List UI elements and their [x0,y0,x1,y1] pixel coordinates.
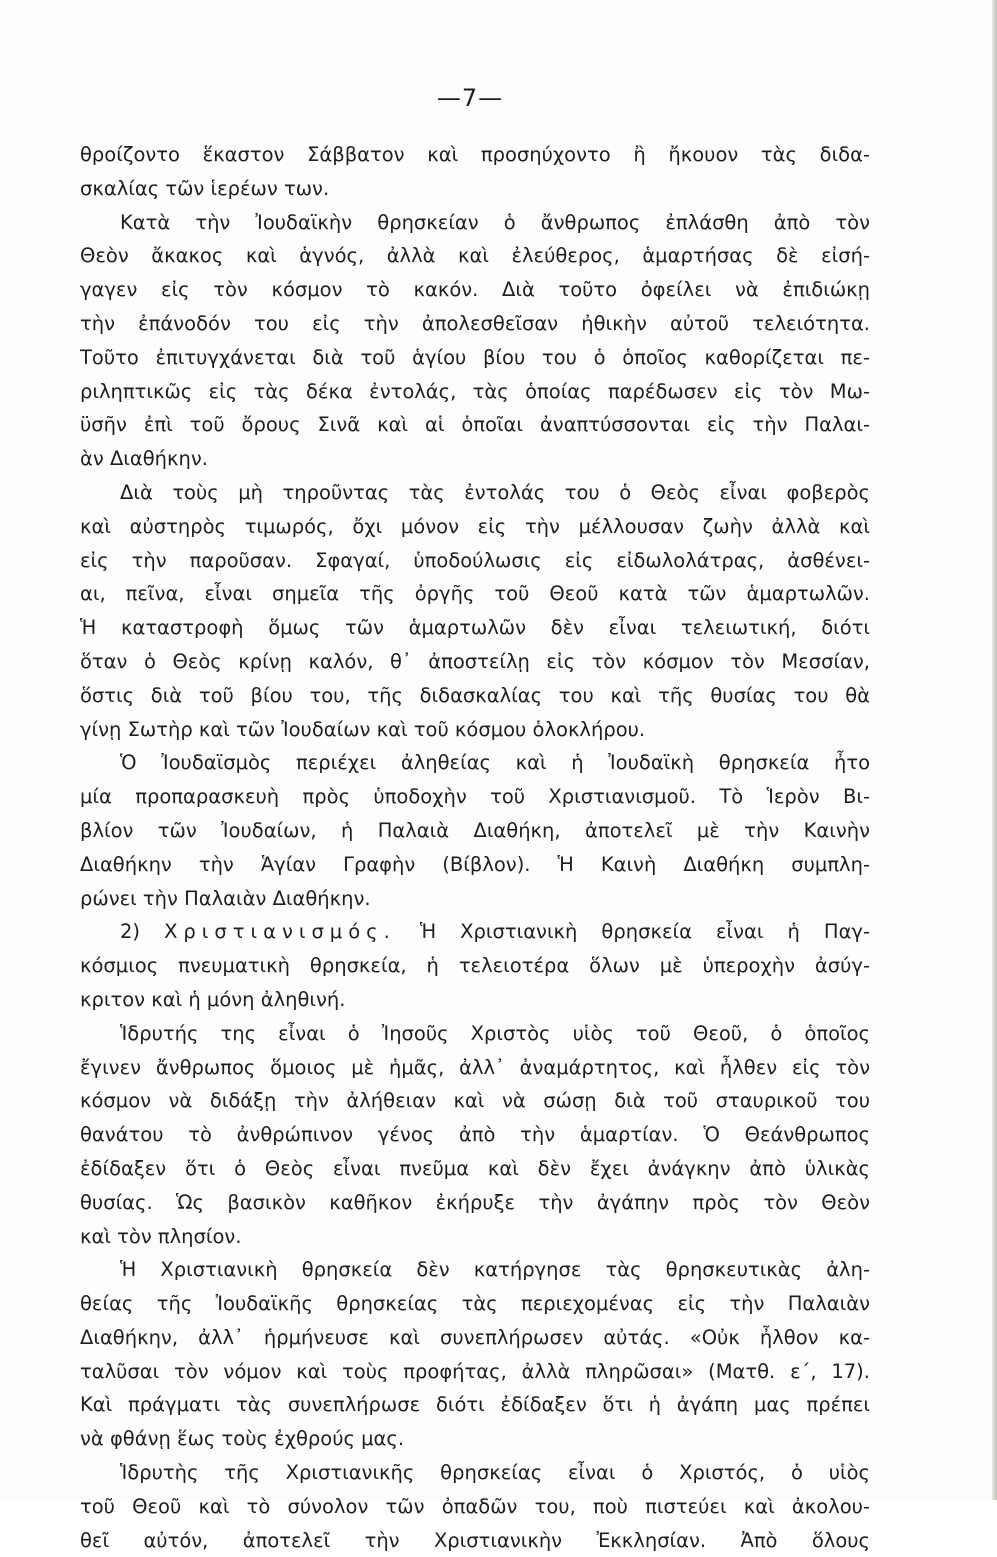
text-line: γίνῃ Σωτὴρ καὶ τῶν Ἰουδαίων καὶ τοῦ κόσμου ὁλοκλήρου. [80,717,646,741]
text-line: Διαθήκην, ἀλλ᾽ ἡρμήνευσε καὶ συνεπλήρωσεν αὐτάς. «Οὐκ ἦλθον κα- [80,1325,870,1349]
text-line: ἐδίδαξεν ὅτι ὁ Θεὸς εἶναι πνεῦμα καὶ δὲν ἔχει ἀνάγκην ἀπὸ ὑλικὰς [80,1156,870,1180]
text-line: ϋσῆν ἐπὶ τοῦ ὄρους Σινᾶ καὶ αἱ ὁποῖαι ἀναπτύσσονται εἰς τὴν Παλαι- [80,413,870,437]
text-line: καὶ αὐστηρὸς τιμωρός, ὄχι μόνον εἰς τὴν μέλλουσαν ζωὴν ἀλλὰ καὶ [80,514,870,538]
section-number: 2) [120,920,141,944]
text-line: ἔγινεν ἄνθρωπος ὅμοιος μὲ ἡμᾶς, ἀλλ᾽ ἀναμάρτητος, καὶ ἦλθεν εἰς τὸν [80,1055,870,1079]
text-line: Θεὸν ἄκακος καὶ ἁγνός, ἀλλὰ καὶ ἐλεύθερος, ἁμαρτήσας δὲ εἰσή- [80,244,870,268]
scan-edge-shadow [992,0,997,1500]
text-line: καὶ τὸν πλησίον. [80,1224,242,1248]
text-line: θείας τῆς Ἰουδαϊκῆς θρησκείας τὰς περιεχομένας εἰς τὴν Παλαιὰν [80,1292,870,1316]
text-line: ὅστις διὰ τοῦ βίου του, τῆς διδασκαλίας του καὶ τῆς θυσίας του θὰ [80,683,870,707]
body-text [80,138,870,1557]
text-line: ὅταν ὁ Θεὸς κρίνῃ καλόν, θ᾽ ἀποστείλῃ εἰς τὸν κόσμον τὸν Μεσσίαν, [80,649,870,673]
text-line: κριτον καὶ ἡ μόνη ἀληθινή. [80,987,346,1011]
text-line: τὴν ἐπάνοδόν του εἰς τὴν ἀπολεσθεῖσαν ἠθικὴν αὐτοῦ τελειότητα. [80,311,870,335]
text-line: σκαλίας τῶν ἱερέων των. [80,176,330,200]
text-line: γαγεν εἰς τὸν κόσμον τὸ κακόν. Διὰ τοῦτο ὀφείλει νὰ ἐπιδιώκῃ [80,278,870,302]
text-line: Κατὰ τὴν Ἰουδαϊκὴν θρησκείαν ὁ ἄνθρωπος ἐπλάσθη ἀπὸ τὸν [120,210,870,234]
page-number: —7— [436,84,504,112]
section-title: Χριστιανισμός. [164,920,396,944]
text-line: Διαθήκην τὴν Ἁγίαν Γραφὴν (Βίβλον). Ἡ Καινὴ Διαθήκη συμπλη- [80,852,870,876]
text-line: ταλῦσαι τὸν νόμον καὶ τοὺς προφήτας, ἀλλὰ πληρῶσαι» (Ματθ. ε΄, 17). [80,1359,870,1383]
text-line: Διὰ τοὺς μὴ τηροῦντας τὰς ἐντολάς του ὁ Θεὸς εἶναι φοβερὸς [120,480,870,504]
text-line: κόσμον νὰ διδάξῃ τὴν ἀλήθειαν καὶ νὰ σώσῃ διὰ τοῦ σταυρικοῦ του [80,1089,870,1113]
text-line: Ἡ καταστροφὴ ὅμως τῶν ἁμαρτωλῶν δὲν εἶναι τελειωτική, διότι [80,616,870,640]
section-heading-line [80,915,870,949]
text-line: Ὁ Ἰουδαϊσμὸς περιέχει ἀληθείας καὶ ἡ Ἰουδαϊκὴ θρησκεία ἦτο [120,751,870,775]
text-line: θεῖ αὐτόν, ἀποτελεῖ τὴν Χριστιανικὴν Ἐκκλησίαν. Ἀπὸ ὅλους [80,1528,870,1552]
text-line: τοῦ Θεοῦ καὶ τὸ σύνολον τῶν ὀπαδῶν του, ποὺ πιστεύει καὶ ἀκολου- [80,1494,870,1518]
text-line: νὰ φθάνῃ ἕως τοὺς ἐχθρούς μας. [80,1427,405,1451]
text-line: ρώνει τὴν Παλαιὰν Διαθήκην. [80,886,371,910]
text-line: μία προπαρασκευὴ πρὸς ὑποδοχὴν τοῦ Χριστιανισμοῦ. Τὸ Ἱερὸν Βι- [80,785,870,809]
text-line: ὰν Διαθήκην. [80,447,208,471]
text-line: Ἡ Χριστιανικὴ θρησκεία δὲν κατήργησε τὰς θρησκευτικὰς ἀλη- [120,1258,870,1282]
text-line: Καὶ πράγματι τὰς συνεπλήρωσε διότι ἐδίδαξεν ὅτι ἡ ἀγάπη μας πρέπει [80,1393,870,1417]
text-line: Τοῦτο ἐπιτυγχάνεται διὰ τοῦ ἁγίου βίου του ὁ ὁποῖος καθορίζεται πε- [80,345,870,369]
text-line: βλίον τῶν Ἰουδαίων, ἡ Παλαιὰ Διαθήκη, ἀποτελεῖ μὲ τὴν Καινὴν [80,818,870,842]
text-line: Ἡ Χριστιανικὴ θρησκεία εἶναι ἡ Παγ- [419,920,870,944]
text-line: θροίζοντο ἕκαστον Σάββατον καὶ προσηύχοντο ἢ ἤκουον τὰς διδα- [80,143,870,166]
text-line: Ἱδρυτὴς τῆς Χριστιανικῆς θρησκείας εἶναι ὁ Χριστός, ὁ υἱὸς [120,1461,870,1485]
text-line: αι, πεῖνα, εἶναι σημεῖα τῆς ὀργῆς τοῦ Θεοῦ κατὰ τῶν ἁμαρτωλῶν. [80,582,870,606]
text-line: κόσμιος πνευματικὴ θρησκεία, ἡ τελειοτέρα ὅλων μὲ ὑπεροχὴν ἀσύγ- [80,954,870,978]
text-line: εἰς τὴν παροῦσαν. Σφαγαί, ὑποδούλωσις εἰς εἰδωλολάτρας, ἀσθένει- [80,548,870,572]
text-line: ριληπτικῶς εἰς τὰς δέκα ἐντολάς, τὰς ὁποίας παρέδωσεν εἰς τὸν Μω- [80,379,870,403]
text-line: Ἱδρυτής της εἶναι ὁ Ἰησοῦς Χριστὸς υἱὸς τοῦ Θεοῦ, ὁ ὁποῖος [120,1021,870,1045]
text-line: θυσίας. Ὡς βασικὸν καθῆκον ἐκήρυξε τὴν ἀγάπην πρὸς τὸν Θεὸν [80,1190,870,1214]
text-line: θανάτου τὸ ἀνθρώπινον γένος ἀπὸ τὴν ἁμαρτίαν. Ὁ Θεάνθρωπος [80,1123,870,1147]
